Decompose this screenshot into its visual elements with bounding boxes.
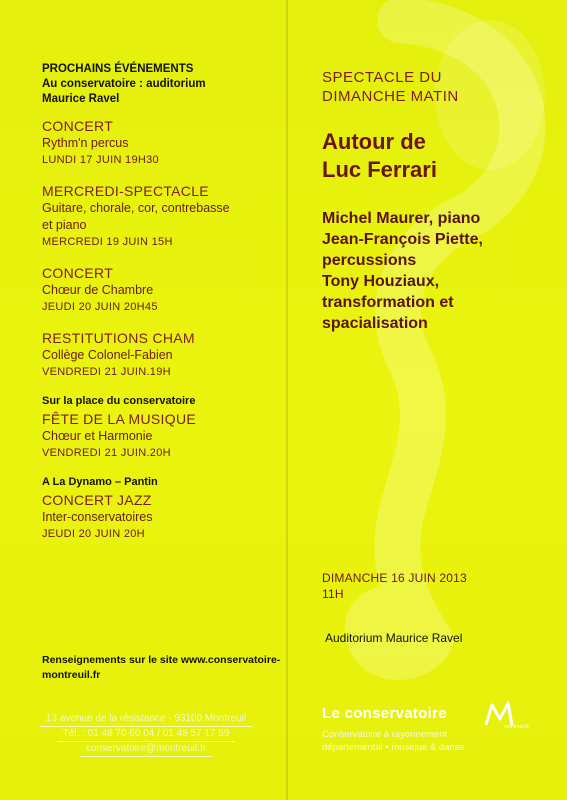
performer-line: percussions [322,252,417,269]
montreuil-m-icon [482,699,530,730]
upcoming-place-text: Au conservatoire : auditorium [42,78,206,90]
event-description: Guitare, chorale, cor, contrebasse [42,201,230,215]
show-title-line1: Autour de [322,129,426,154]
show-date-time: 11H [322,587,344,601]
show-date-day: DIMANCHE 16 JUIN 2013 [322,571,467,585]
show-venue: Auditorium Maurice Ravel [325,631,463,645]
website-info-line2: montreuil.fr [42,669,101,681]
event-title: CONCERT [42,118,114,134]
website-info [42,653,282,683]
email-text[interactable]: conservatoire@montreuil.fr [80,742,212,757]
logo-tagline [322,728,552,754]
phone-text: Tél. : 01 48 70 60 04 / 01 48 57 17 59 [57,727,236,742]
event-title: CONCERT JAZZ [42,492,152,508]
performers-list [322,208,557,334]
event-item [42,394,282,461]
spectacle-line1: SPECTACLE DU [322,69,442,86]
event-title: RESTITUTIONS CHAM [42,330,195,346]
event-description: Rythm'n percus [42,136,129,150]
address-text: 13 avenue de la résistance - 93100 Montreuil [40,712,252,727]
show-column [322,68,557,334]
event-date: JEUDI 20 JUIN 20H [42,528,145,540]
event-location: A La Dynamo – Pantin [42,476,158,488]
spectacle-heading [322,68,557,106]
event-description: Inter-conservatoires [42,510,153,524]
upcoming-place2-text: Maurice Ravel [42,93,120,105]
event-title: FÊTE DE LA MUSIQUE [42,411,196,427]
event-description: Chœur de Chambre [42,283,154,297]
performer-line: transformation et [322,294,454,311]
event-description-cont: et piano [42,218,87,232]
logo-wordmark: Le conservatoire [322,705,447,722]
performer-line: spacialisation [322,315,428,332]
website-info-line1: Renseignements sur le site www.conservatoire- [42,654,281,666]
event-item [42,182,282,250]
performer-line: Michel Maurer, piano [322,210,481,227]
logo-tagline-line2: départemental • musique & danse [322,742,465,753]
performer-line: Tony Houziaux, [322,273,440,290]
event-item [42,329,282,380]
event-title: MERCREDI-SPECTACLE [42,183,209,199]
event-title: CONCERT [42,265,114,281]
show-date [322,570,467,602]
event-date: VENDREDI 21 JUIN.20H [42,447,171,459]
contact-block [10,712,282,757]
event-date: VENDREDI 21 JUIN.19H [42,366,171,378]
upcoming-events-heading [42,62,282,107]
logo-sub-text: montreuil.fr [504,724,530,730]
event-item [42,475,282,542]
event-date: MERCREDI 19 JUIN 15H [42,236,173,248]
upcoming-events-column [42,62,282,542]
event-location: Sur la place du conservatoire [42,395,196,407]
logo-tagline-line1: Conservatoire à rayonnement [322,729,448,740]
show-title-line2: Luc Ferrari [322,157,437,182]
event-date: JEUDI 20 JUIN 20H45 [42,301,158,313]
event-item [42,264,282,315]
event-item [42,117,282,168]
event-date: LUNDI 17 JUIN 19H30 [42,154,159,166]
event-description: Collège Colonel-Fabien [42,348,173,362]
event-description: Chœur et Harmonie [42,429,153,443]
performer-line: Jean-François Piette, [322,231,483,248]
fold-line [286,0,288,800]
show-title [322,128,557,184]
conservatoire-logo [322,705,552,754]
spectacle-line2: DIMANCHE MATIN [322,88,459,105]
upcoming-heading-text: PROCHAINS ÉVÉNEMENTS [42,63,194,75]
